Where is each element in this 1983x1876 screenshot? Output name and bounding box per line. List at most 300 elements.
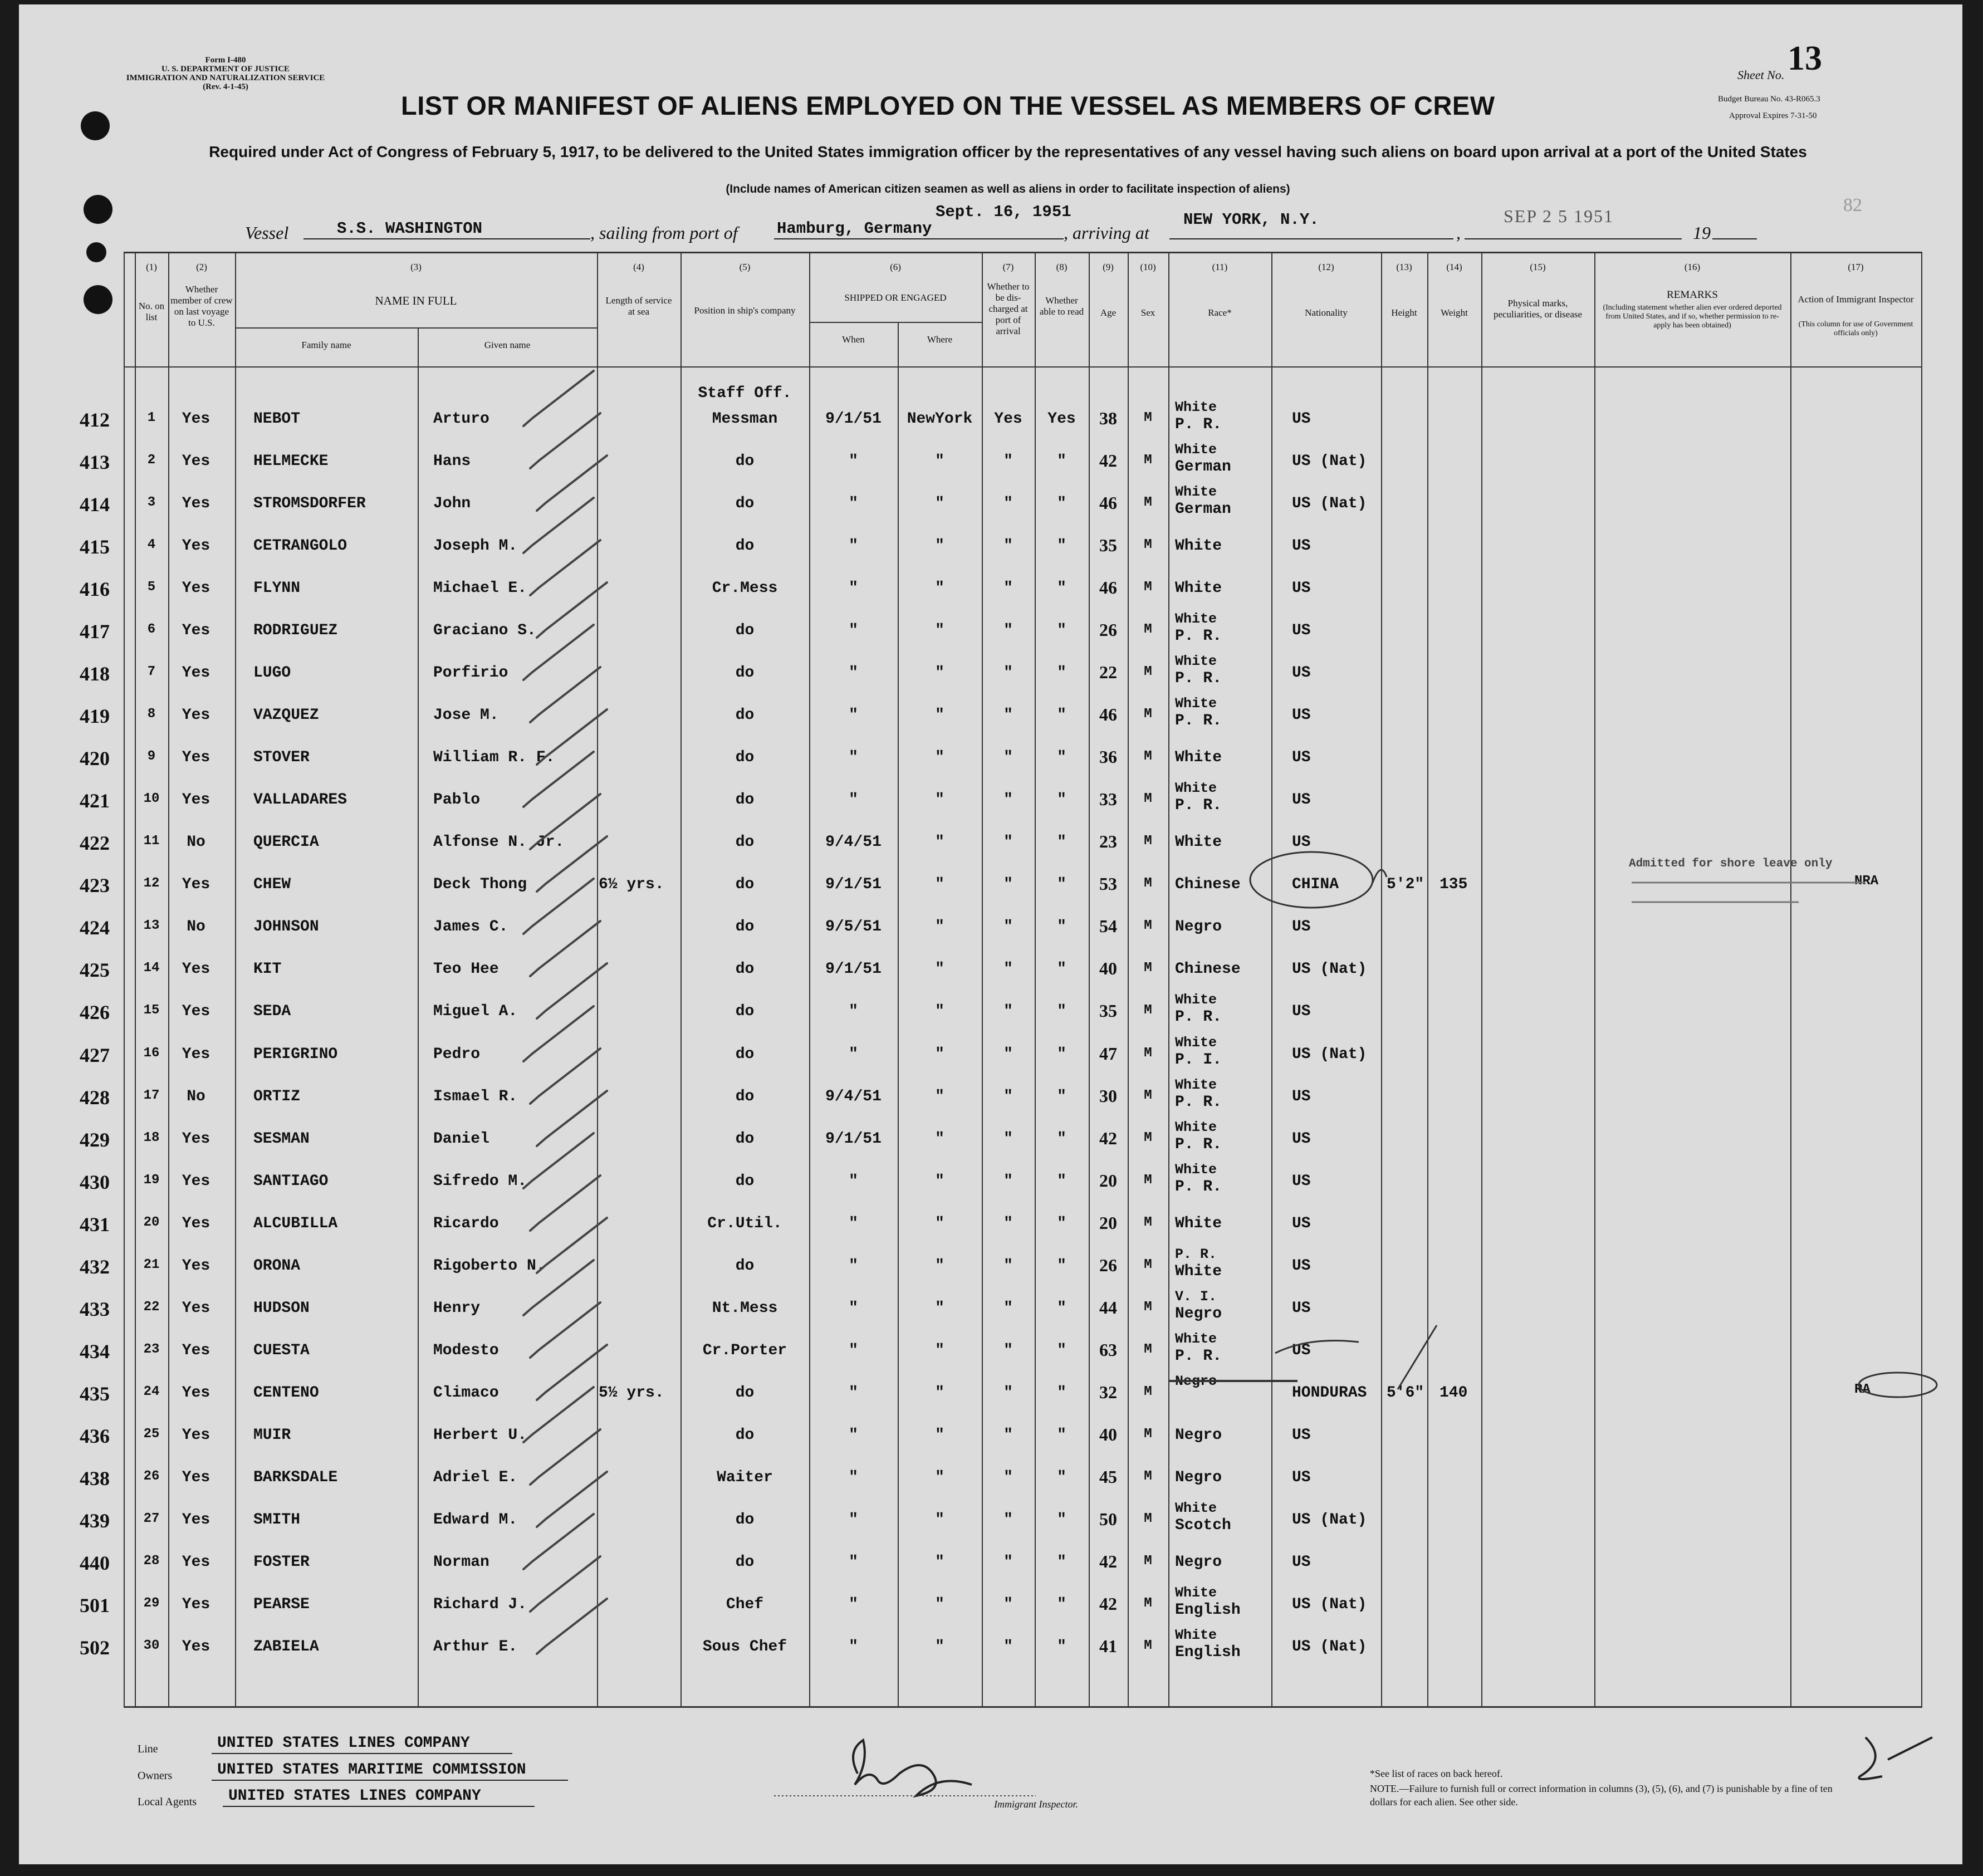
position: do xyxy=(735,537,755,555)
row-number: 29 xyxy=(143,1596,160,1611)
last-voyage: Yes xyxy=(182,1427,210,1444)
shipped-when: " xyxy=(849,1257,858,1275)
check-mark xyxy=(530,1175,600,1231)
shipped-when: " xyxy=(849,749,858,766)
header-when: When xyxy=(842,334,865,345)
row-number: 27 xyxy=(143,1511,160,1526)
check-mark xyxy=(523,1514,594,1569)
check-mark xyxy=(530,1049,600,1104)
shipped-where: " xyxy=(935,1469,944,1486)
row-number: 24 xyxy=(143,1384,160,1399)
able-to-read: " xyxy=(1057,834,1066,851)
sex: M xyxy=(1144,1046,1152,1061)
shipped-when: 9/4/51 xyxy=(825,834,882,851)
row-number: 11 xyxy=(143,834,160,849)
race-top: White xyxy=(1175,1119,1217,1135)
able-to-read: " xyxy=(1057,791,1066,809)
shipped-when: 9/5/51 xyxy=(825,918,882,935)
shipped-when: " xyxy=(849,791,858,809)
sex: M xyxy=(1144,1215,1152,1230)
remarks-strikethrough xyxy=(1632,883,1866,902)
race: Negro xyxy=(1175,918,1222,935)
shipped-when: " xyxy=(849,1342,858,1359)
race: P. R. xyxy=(1175,1348,1222,1365)
age: 46 xyxy=(1099,704,1117,724)
family-name: QUERCIA xyxy=(253,834,319,851)
family-name: PEARSE xyxy=(253,1596,310,1613)
col-num-7: (7) xyxy=(1002,262,1014,272)
col-num-9: (9) xyxy=(1103,262,1114,272)
header-family-name: Family name xyxy=(301,340,351,350)
margin-number: 431 xyxy=(80,1213,110,1236)
age: 20 xyxy=(1099,1170,1117,1191)
check-mark xyxy=(537,836,607,892)
race: Negro xyxy=(1175,1469,1222,1486)
shipped-where: " xyxy=(935,495,944,512)
margin-number: 417 xyxy=(80,620,110,643)
check-mark xyxy=(530,1302,600,1358)
race-top: White xyxy=(1175,695,1217,712)
sex: M xyxy=(1144,1088,1152,1103)
shipped-where: " xyxy=(935,1257,944,1275)
family-name: KIT xyxy=(253,961,282,978)
header-nationality: Nationality xyxy=(1305,307,1348,318)
last-voyage: Yes xyxy=(182,1257,210,1275)
shipped-when: " xyxy=(849,537,858,555)
col-num-10: (10) xyxy=(1140,262,1156,272)
given-name: Adriel E. xyxy=(433,1469,518,1486)
race-top: White xyxy=(1175,1035,1217,1051)
nationality: US xyxy=(1292,707,1311,724)
discharged: " xyxy=(1003,834,1013,851)
family-name: NEBOT xyxy=(253,410,301,428)
position: Chef xyxy=(726,1596,764,1613)
family-name: FOSTER xyxy=(253,1554,310,1571)
margin-number: 502 xyxy=(80,1637,110,1659)
corner-mark: 82 xyxy=(1843,195,1862,215)
last-voyage: No xyxy=(187,834,205,851)
col-num-4: (4) xyxy=(633,262,644,272)
row-number: 3 xyxy=(147,495,156,510)
sheet-label: Sheet No. xyxy=(1737,68,1785,82)
nationality: US xyxy=(1292,1130,1311,1148)
approval-expires: Approval Expires 7-31-50 xyxy=(1729,111,1817,120)
shipped-where: " xyxy=(935,707,944,724)
nationality: US (Nat) xyxy=(1292,453,1367,470)
discharged: " xyxy=(1003,453,1013,470)
race-top: White xyxy=(1175,484,1217,500)
margin-number: 433 xyxy=(80,1298,110,1320)
given-name: Richard J. xyxy=(433,1596,527,1613)
row-number: 30 xyxy=(143,1638,160,1653)
position: do xyxy=(735,664,755,682)
discharged: " xyxy=(1003,707,1013,724)
given-name: Jose M. xyxy=(433,707,499,724)
family-name: VALLADARES xyxy=(253,791,347,809)
nationality: US xyxy=(1292,1469,1311,1486)
shipped-where: " xyxy=(935,537,944,555)
penalty-note: NOTE.—Failure to furnish full or correct information in columns (3), (5), (6), and (7) is punishable by a fine of ten dollars for each alien. See other side. xyxy=(1370,1783,1833,1808)
race: White xyxy=(1175,537,1222,555)
race-top: White xyxy=(1175,992,1217,1008)
row-number: 10 xyxy=(143,791,160,806)
sex: M xyxy=(1144,537,1152,552)
sex: M xyxy=(1144,1511,1152,1526)
check-mark xyxy=(523,1260,594,1315)
discharged: " xyxy=(1003,961,1013,978)
race: White xyxy=(1175,834,1222,851)
race-top: White xyxy=(1175,442,1217,458)
able-to-read: " xyxy=(1057,918,1066,935)
sex: M xyxy=(1144,1596,1152,1611)
given-name: Deck Thong xyxy=(433,876,527,893)
shipped-when: 9/4/51 xyxy=(825,1088,882,1105)
shipped-when: " xyxy=(849,622,858,639)
last-voyage: No xyxy=(187,918,205,935)
length-of-service: 5½ yrs. xyxy=(599,1384,664,1402)
shipped-when: " xyxy=(849,707,858,724)
inspector-signature xyxy=(853,1740,972,1796)
shipped-when: " xyxy=(849,1427,858,1444)
family-name: LUGO xyxy=(253,664,291,682)
shipped-when: " xyxy=(849,495,858,512)
shipped-when: " xyxy=(849,664,858,682)
able-to-read: " xyxy=(1057,1384,1066,1402)
shipped-when: " xyxy=(849,1596,858,1613)
age: 33 xyxy=(1099,789,1117,809)
able-to-read: Yes xyxy=(1047,410,1076,428)
form-id-line: IMMIGRATION AND NATURALIZATION SERVICE xyxy=(126,74,325,82)
last-voyage: Yes xyxy=(182,622,210,639)
last-voyage: Yes xyxy=(182,1003,210,1020)
position: do xyxy=(735,1554,755,1571)
given-name: Miguel A. xyxy=(433,1003,518,1020)
race-top: White xyxy=(1175,1627,1217,1643)
last-voyage: Yes xyxy=(182,876,210,893)
discharged: " xyxy=(1003,580,1013,597)
nationality: US xyxy=(1292,1173,1311,1190)
able-to-read: " xyxy=(1057,1469,1066,1486)
shipped-where: " xyxy=(935,1342,944,1359)
position: Cr.Mess xyxy=(712,580,778,597)
nationality: US xyxy=(1292,834,1311,851)
margin-number: 423 xyxy=(80,874,110,897)
shipped-where: NewYork xyxy=(907,410,973,428)
given-name: Ismael R. xyxy=(433,1088,518,1105)
family-name: SMITH xyxy=(253,1511,301,1529)
race: White xyxy=(1175,1263,1222,1280)
corner-mark-handwritten xyxy=(1859,1737,1932,1779)
race: White xyxy=(1175,580,1222,597)
race-top: White xyxy=(1175,1331,1217,1347)
age: 26 xyxy=(1099,620,1117,640)
nationality: HONDURAS xyxy=(1292,1384,1367,1402)
race-footnote: *See list of races on back hereof. xyxy=(1370,1768,1503,1779)
race: P. I. xyxy=(1175,1051,1222,1069)
check-mark xyxy=(523,371,594,426)
margin-number: 501 xyxy=(80,1594,110,1617)
remarks-row-12: Admitted for shore leave only xyxy=(1629,858,1833,870)
header-action-sub: (This column for use of Government officials only) xyxy=(1798,320,1913,337)
race: English xyxy=(1175,1644,1241,1661)
height: 5'6" xyxy=(1387,1384,1424,1402)
sex: M xyxy=(1144,1384,1152,1399)
arriving-label: , arriving at xyxy=(1064,223,1149,243)
sex: M xyxy=(1144,1638,1152,1653)
able-to-read: " xyxy=(1057,622,1066,639)
line-underline xyxy=(212,1753,512,1754)
shipped-when: " xyxy=(849,1046,858,1063)
check-mark xyxy=(537,582,607,638)
given-name: Henry xyxy=(433,1300,481,1317)
col-num-13: (13) xyxy=(1396,262,1412,272)
margin-number: 434 xyxy=(80,1340,110,1363)
weight: 135 xyxy=(1439,876,1468,893)
sex: M xyxy=(1144,1257,1152,1272)
header-length-of-service: Length of service at sea xyxy=(605,295,672,317)
shipped-where: " xyxy=(935,1088,944,1105)
col-num-6: (6) xyxy=(890,262,901,272)
nationality: US xyxy=(1292,580,1311,597)
comma-separator: , xyxy=(1456,223,1461,243)
shipped-where: " xyxy=(935,1596,944,1613)
race: White xyxy=(1175,1215,1222,1232)
header-age: Age xyxy=(1100,307,1117,318)
vessel-label: Vessel xyxy=(245,223,289,243)
agents-value: UNITED STATES LINES COMPANY xyxy=(228,1787,481,1805)
position: Messman xyxy=(712,410,778,428)
age: 40 xyxy=(1099,958,1117,978)
margin-number: 438 xyxy=(80,1467,110,1490)
shipped-when: " xyxy=(849,453,858,470)
sheet-number: 13 xyxy=(1788,40,1822,77)
age: 42 xyxy=(1099,1128,1117,1148)
header-no-on-list: No. on list xyxy=(138,301,165,322)
last-voyage: Yes xyxy=(182,1215,210,1232)
shipped-where: " xyxy=(935,1003,944,1020)
header-weight: Weight xyxy=(1441,307,1468,318)
shipped-where: " xyxy=(935,918,944,935)
given-name: Modesto xyxy=(433,1342,499,1359)
shipped-when: " xyxy=(849,1173,858,1190)
able-to-read: " xyxy=(1057,1427,1066,1444)
given-name: Climaco xyxy=(433,1384,499,1402)
row-number: 15 xyxy=(143,1003,160,1018)
given-name: Teo Hee xyxy=(433,961,499,978)
able-to-read: " xyxy=(1057,1215,1066,1232)
col-num-15: (15) xyxy=(1530,262,1546,272)
shipped-where: " xyxy=(935,876,944,893)
check-mark xyxy=(530,667,600,722)
age: 50 xyxy=(1099,1509,1117,1529)
line-value: UNITED STATES LINES COMPANY xyxy=(217,1735,470,1752)
discharged: " xyxy=(1003,1088,1013,1105)
able-to-read: " xyxy=(1057,1300,1066,1317)
check-mark xyxy=(523,498,594,553)
race-top: White xyxy=(1175,653,1217,669)
check-mark xyxy=(537,709,607,765)
check-mark xyxy=(530,921,600,976)
discharged: " xyxy=(1003,1342,1013,1359)
header-physical-marks: Physical marks, peculiarities, or disease xyxy=(1493,298,1583,320)
age: 35 xyxy=(1099,1001,1117,1021)
check-mark xyxy=(537,1091,607,1146)
check-mark xyxy=(537,1345,607,1400)
weight: 140 xyxy=(1439,1384,1468,1402)
position: do xyxy=(735,453,755,470)
race-top: White xyxy=(1175,780,1217,796)
shipped-where: " xyxy=(935,1638,944,1655)
last-voyage: Yes xyxy=(182,1130,210,1148)
race: German xyxy=(1175,458,1231,476)
discharged: " xyxy=(1003,1554,1013,1571)
col-num-17: (17) xyxy=(1848,262,1864,272)
able-to-read: " xyxy=(1057,1173,1066,1190)
age: 53 xyxy=(1099,874,1117,894)
sex: M xyxy=(1144,791,1152,806)
shipped-when: " xyxy=(849,580,858,597)
sex: M xyxy=(1144,1130,1152,1145)
sex: M xyxy=(1144,495,1152,510)
margin-number: 421 xyxy=(80,790,110,812)
shipped-when: " xyxy=(849,1638,858,1655)
family-name: SESMAN xyxy=(253,1130,310,1148)
race: English xyxy=(1175,1601,1241,1619)
able-to-read: " xyxy=(1057,1596,1066,1613)
able-to-read: " xyxy=(1057,1257,1066,1275)
race: Scotch xyxy=(1175,1517,1231,1534)
family-name: SANTIAGO xyxy=(253,1173,329,1190)
last-voyage: Yes xyxy=(182,1596,210,1613)
agents-underline xyxy=(223,1806,535,1807)
family-name: ORTIZ xyxy=(253,1088,301,1105)
family-name: VAZQUEZ xyxy=(253,707,319,724)
given-name: Arthur E. xyxy=(433,1638,518,1655)
family-name: CHEW xyxy=(253,876,291,893)
given-name: Graciano S. xyxy=(433,622,536,639)
race: White xyxy=(1175,749,1222,766)
margin-number: 426 xyxy=(80,1001,110,1023)
check-mark xyxy=(530,794,600,849)
race: Chinese xyxy=(1175,876,1241,893)
shipped-when: 9/1/51 xyxy=(825,961,882,978)
able-to-read: " xyxy=(1057,495,1066,512)
row-number: 13 xyxy=(143,918,160,933)
row-number: 4 xyxy=(147,537,156,552)
able-to-read: " xyxy=(1057,537,1066,555)
position: do xyxy=(735,1384,755,1402)
able-to-read: " xyxy=(1057,1554,1066,1571)
arrival-stamp: SEP 2 5 1951 xyxy=(1504,206,1614,226)
action: RA xyxy=(1854,1382,1871,1397)
shipped-where: " xyxy=(935,1384,944,1402)
race: P. R. xyxy=(1175,628,1222,645)
age: 23 xyxy=(1099,831,1117,851)
nationality: US xyxy=(1292,1427,1311,1444)
last-voyage: Yes xyxy=(182,749,210,766)
race: German xyxy=(1175,501,1231,518)
family-name: ORONA xyxy=(253,1257,301,1275)
row-number: 1 xyxy=(147,410,156,425)
row-number: 8 xyxy=(147,707,156,722)
col-num-1: (1) xyxy=(146,262,157,272)
last-voyage: Yes xyxy=(182,961,210,978)
last-voyage: Yes xyxy=(182,1554,210,1571)
row-number: 25 xyxy=(143,1427,160,1442)
position: Cr.Porter xyxy=(702,1342,787,1359)
able-to-read: " xyxy=(1057,1003,1066,1020)
shipped-when: " xyxy=(849,1511,858,1529)
given-name: Ricardo xyxy=(433,1215,499,1232)
given-name: James C. xyxy=(433,918,508,935)
shipped-where: " xyxy=(935,1046,944,1063)
check-mark xyxy=(537,963,607,1018)
header-discharged: Whether to be dis-charged at port of arrival xyxy=(987,281,1030,336)
row-number: 17 xyxy=(143,1088,160,1103)
shipped-where: " xyxy=(935,1554,944,1571)
margin-number: 430 xyxy=(80,1171,110,1193)
margin-number: 420 xyxy=(80,747,110,770)
position: Nt.Mess xyxy=(712,1300,778,1317)
arriving-port: NEW YORK, N.Y. xyxy=(1183,210,1319,229)
nationality: US (Nat) xyxy=(1292,495,1367,512)
given-name: Pablo xyxy=(433,791,481,809)
race-top: Negro xyxy=(1175,1373,1217,1389)
sex: M xyxy=(1144,1469,1152,1484)
row-number: 12 xyxy=(143,876,160,891)
check-mark xyxy=(530,1429,600,1485)
last-voyage: Yes xyxy=(182,410,210,428)
shipped-when: 9/1/51 xyxy=(825,410,882,428)
discharged: " xyxy=(1003,1427,1013,1444)
able-to-read: " xyxy=(1057,1130,1066,1148)
family-name: HELMECKE xyxy=(253,453,329,470)
sex: M xyxy=(1144,1427,1152,1442)
nationality: US xyxy=(1292,791,1311,809)
last-voyage: Yes xyxy=(182,1511,210,1529)
given-name: Edward M. xyxy=(433,1511,518,1529)
sailing-label: , sailing from port of xyxy=(590,223,738,243)
age: 38 xyxy=(1099,408,1117,428)
sex: M xyxy=(1144,664,1152,679)
family-name: CENTENO xyxy=(253,1384,319,1402)
discharged: " xyxy=(1003,749,1013,766)
nationality: US xyxy=(1292,1215,1311,1232)
sex: M xyxy=(1144,1300,1152,1315)
family-name: SEDA xyxy=(253,1003,291,1020)
last-voyage: Yes xyxy=(182,1173,210,1190)
row-number: 20 xyxy=(143,1215,160,1230)
able-to-read: " xyxy=(1057,580,1066,597)
able-to-read: " xyxy=(1057,1511,1066,1529)
check-mark xyxy=(523,752,594,807)
ra-circle-mark xyxy=(1859,1373,1937,1397)
family-name: JOHNSON xyxy=(253,918,319,935)
header-race: Race* xyxy=(1208,307,1232,318)
row-number: 26 xyxy=(143,1469,160,1484)
header-name-in-full: NAME IN FULL xyxy=(375,294,457,307)
china-circle-mark xyxy=(1250,852,1373,908)
check-mark xyxy=(523,1133,594,1188)
able-to-read: " xyxy=(1057,961,1066,978)
race: Negro xyxy=(1175,1427,1222,1444)
tick-mark xyxy=(1398,1325,1437,1389)
row-number: 23 xyxy=(143,1342,160,1357)
row-number: 6 xyxy=(147,622,156,637)
age: 41 xyxy=(1099,1636,1117,1656)
nationality: US xyxy=(1292,1088,1311,1105)
discharged: " xyxy=(1003,664,1013,682)
